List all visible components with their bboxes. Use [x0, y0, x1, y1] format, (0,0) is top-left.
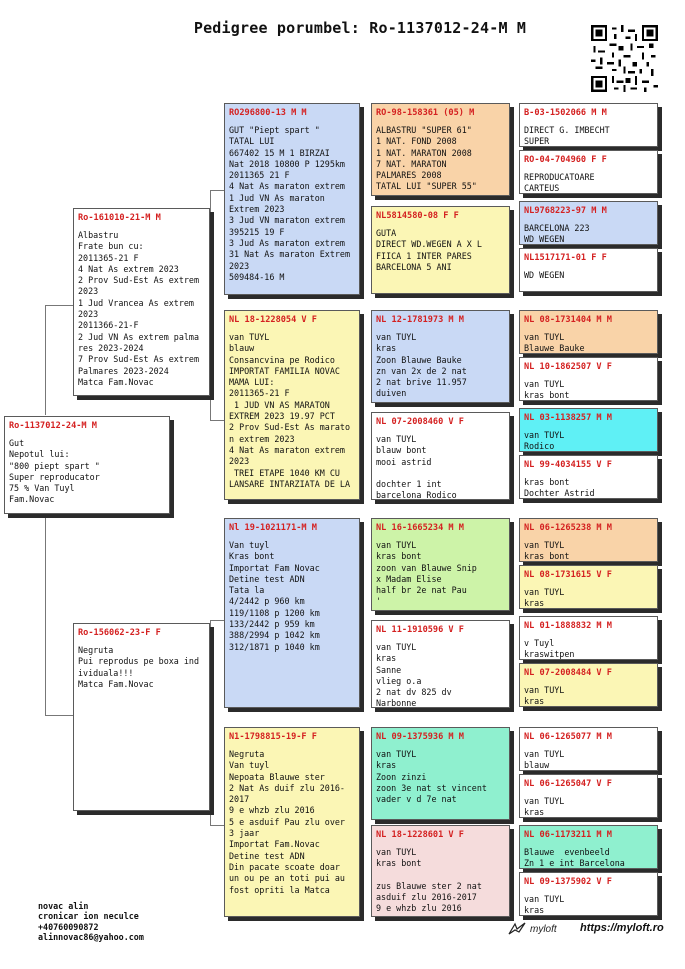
- info-line: van TUYL: [524, 332, 565, 342]
- pigeon-card-gen3-6[interactable]: [371, 620, 510, 708]
- info-line: 5 e asduif Pau zlu over 3 jaar: [229, 816, 351, 839]
- info-line: kras: [524, 598, 545, 609]
- info-line: 133/2442 p 959 km: [229, 619, 315, 630]
- info-line: van TUYL: [376, 434, 417, 444]
- ring-number: NL5814580-08 F F: [376, 211, 459, 221]
- ring-number: NL9768223-97 M M: [524, 206, 607, 216]
- info-line: 2 nat brive 11.957: [376, 377, 467, 388]
- info-line: van TUYL: [524, 430, 565, 440]
- info-line: kras bont: [376, 551, 422, 562]
- ring-number: RO-98-158361 (05) M: [376, 108, 475, 118]
- pigeon-card-gen4-1[interactable]: [519, 103, 658, 147]
- info-line: van TUYL: [524, 894, 565, 904]
- info-line: kraswitpen: [524, 649, 575, 660]
- info-line: 2 nat dv 825 dv: [376, 687, 452, 698]
- connector-line: [45, 715, 73, 716]
- info-line: 4 Nat As maraton extrem 2023: [229, 444, 351, 467]
- pigeon-card-gen4-16[interactable]: [519, 872, 658, 916]
- info-line: BARCELONA 5 ANI: [376, 261, 452, 272]
- info-line: dochter 1 int: [376, 478, 442, 489]
- info-line: v Tuyl: [524, 638, 555, 648]
- info-line: "800 piept spart ": [9, 460, 100, 471]
- info-line: vader v d 7e nat: [376, 794, 457, 805]
- pigeon-card-gen3-5[interactable]: [371, 518, 510, 611]
- info-line: FIICA 1 INTER PARES: [376, 250, 472, 261]
- pigeon-card-gen3-8[interactable]: [371, 825, 510, 917]
- logo-text: myloft: [530, 923, 557, 935]
- info-line: 119/1108 p 1200 km: [229, 607, 320, 618]
- info-line: 2011365-21 F: [229, 388, 290, 399]
- pigeon-card-gen4-3[interactable]: [519, 201, 658, 245]
- info-line: 2 Prov Sud-Est As extrem 2023: [78, 275, 205, 297]
- info-line: van TUYL: [524, 540, 565, 550]
- info-line: x Madam Elise: [376, 573, 442, 584]
- info-line: 2 Jud VN As extrem palma res 2023-2024: [78, 331, 205, 353]
- info-line: zoon van Blauwe Snip: [376, 562, 477, 573]
- info-line: GUTA: [376, 228, 397, 238]
- info-line: 509484-16 M: [229, 271, 285, 282]
- ring-number: Ro-161010-21-M M: [78, 213, 161, 223]
- info-line: kras: [376, 653, 397, 664]
- pigeon-card-gen4-13[interactable]: [519, 727, 658, 771]
- info-line: CARTEUS: [524, 183, 560, 194]
- info-line: DIRECT G. IMBECHT: [524, 125, 610, 135]
- info-line: IMPORTAT FAMILIA NOVAC: [229, 365, 340, 376]
- ring-number: Nl 19-1021171-M M: [229, 523, 317, 533]
- pigeon-card-gen4-6[interactable]: [519, 357, 658, 401]
- info-line: GUT "Piept spart ": [229, 125, 320, 135]
- info-line: Matca Fam.Novac: [78, 376, 154, 387]
- owner-contact: [38, 901, 144, 943]
- pigeon-card-gen2-4[interactable]: [224, 727, 360, 917]
- info-line: DIRECT WD.WEGEN A X L: [376, 239, 482, 250]
- ring-number: NL 09-1375902 V F: [524, 877, 612, 887]
- pigeon-card-gen4-7[interactable]: [519, 408, 658, 452]
- info-line: Nepotul lui:: [9, 449, 70, 460]
- owner-name: novac alin: [38, 901, 89, 911]
- info-line: 395215 19 F: [229, 226, 285, 237]
- info-line: 9 e whzb zlu 2016: [376, 903, 462, 914]
- pigeon-card-gen3-2[interactable]: [371, 206, 510, 294]
- info-line: 4 Nat As maraton extrem: [229, 181, 345, 192]
- owner-phone: +40760090872: [38, 921, 99, 932]
- info-line: BARCELONA 223: [524, 223, 590, 233]
- ring-number: NL 03-1138257 M M: [524, 413, 612, 423]
- owner-location: cronicar ion neculce: [38, 911, 139, 922]
- pigeon-card-gen2-1[interactable]: [224, 103, 360, 295]
- pigeon-card-dam[interactable]: [73, 623, 210, 811]
- info-line: 2 Prov Sud-Est As marato n extrem 2023: [229, 422, 356, 444]
- info-line: Gut: [9, 438, 25, 448]
- info-line: van TUYL: [524, 749, 565, 759]
- connector-line: [210, 620, 211, 825]
- info-line: Negruta: [229, 749, 265, 759]
- connector-line: [210, 620, 224, 621]
- info-line: Frate bun cu:: [78, 241, 144, 252]
- info-line: 388/2994 p 1042 km: [229, 630, 320, 641]
- connector-line: [210, 190, 211, 420]
- info-line: MAMA LUI:: [229, 377, 275, 388]
- info-line: 7 NAT. MARATON: [376, 158, 447, 169]
- pigeon-card-gen3-4[interactable]: [371, 412, 510, 500]
- ring-number: Ro-1137012-24-M M: [9, 421, 97, 431]
- info-line: van TUYL: [376, 847, 417, 857]
- info-line: TATAL LUI: [229, 136, 275, 147]
- pigeon-card-gen3-7[interactable]: [371, 727, 510, 820]
- ring-number: NL 06-1265077 M M: [524, 732, 612, 742]
- info-line: van TUYL: [376, 332, 417, 342]
- info-line: 1 NAT. MARATON 2008: [376, 147, 472, 158]
- pigeon-card-gen4-12[interactable]: [519, 663, 658, 707]
- info-line: van TUYL: [524, 587, 565, 597]
- info-line: kras bont: [524, 390, 570, 401]
- info-line: blauw bont: [376, 445, 427, 456]
- connector-line: [45, 305, 46, 415]
- info-line: Super reproducator: [9, 471, 100, 482]
- ring-number: NL 16-1665234 M M: [376, 523, 464, 533]
- info-line: Pui reprodus pe boxa ind ividuala!!!: [78, 656, 205, 678]
- info-line: Fam.Novac: [9, 494, 55, 505]
- info-line: Kras bont: [229, 551, 275, 562]
- ring-number: NL 07-2008460 V F: [376, 417, 464, 427]
- ring-number: NL1517171-01 F F: [524, 253, 607, 263]
- ring-number: NL 11-1910596 V F: [376, 625, 464, 635]
- pigeon-card-gen4-8[interactable]: [519, 455, 658, 499]
- info-line: TATAL LUI "SUPER 55": [376, 181, 477, 192]
- ring-number: N1-1798815-19-F F: [229, 732, 317, 742]
- info-line: 3 Jud As maraton extrem: [229, 237, 345, 248]
- pigeon-card-gen4-14[interactable]: [519, 774, 658, 818]
- info-line: [376, 468, 505, 479]
- info-line: WD WEGEN: [524, 270, 565, 280]
- info-line: van TUYL: [229, 332, 270, 342]
- ring-number: NL 18-1228054 V F: [229, 315, 317, 325]
- info-line: Van tuyl: [229, 540, 270, 550]
- page-title: Pedigree porumbel: Ro-1137012-24-M M: [193, 19, 527, 37]
- info-line: PALMARES 2008: [376, 170, 442, 181]
- pigeon-card-gen4-9[interactable]: [519, 518, 658, 562]
- info-line: WD WEGEN: [524, 234, 565, 245]
- info-line: TREI ETAPE 1040 KM CU LANSARE INTARZIATA DE LA: [229, 467, 351, 489]
- pigeon-card-gen2-3[interactable]: [224, 518, 360, 708]
- info-line: barcelona Rodico: [376, 490, 457, 500]
- ring-number: NL 01-1888832 M M: [524, 621, 612, 631]
- info-line: Matca Fam.Novac: [78, 678, 154, 689]
- info-line: kras: [376, 343, 397, 354]
- info-line: Zoon zinzi: [376, 771, 427, 782]
- info-line: van TUYL: [524, 796, 565, 806]
- info-line: 2 Nat As duif zlu 2016-2017: [229, 782, 345, 805]
- info-line: Detine test ADN: [229, 573, 305, 584]
- info-line: 2011365 21 F: [229, 170, 290, 181]
- ring-number: Ro-156062-23-F F: [78, 628, 161, 638]
- info-line: zoon 3e nat st vincent: [376, 782, 487, 793]
- connector-line: [210, 420, 224, 421]
- pigeon-card-gen4-15[interactable]: [519, 825, 658, 869]
- info-line: REPRODUCATOARE: [524, 172, 595, 182]
- info-line: Albastru: [78, 230, 119, 240]
- ring-number: NL 99-4034155 V F: [524, 460, 612, 470]
- pigeon-card-gen4-11[interactable]: [519, 616, 658, 660]
- info-line: kras bont: [376, 858, 422, 869]
- info-line: ': [376, 596, 382, 607]
- info-line: kras: [524, 696, 545, 707]
- info-line: blauw: [524, 760, 550, 771]
- info-line: Dochter Astrid: [524, 488, 595, 499]
- info-line: mooi astrid: [376, 456, 432, 467]
- pigeon-card-subject[interactable]: [4, 416, 170, 514]
- info-line: vlieg o.a: [376, 675, 422, 686]
- info-line: Nat 2018 10800 P 1295km: [229, 158, 345, 169]
- info-line: Narbonne: [376, 698, 417, 708]
- connector-line: [210, 825, 224, 826]
- info-line: 9 e whzb zlu 2016: [229, 805, 315, 816]
- info-line: Importat Fam.Novac: [229, 839, 320, 850]
- info-line: Tata la: [229, 585, 265, 596]
- info-line: 1 Jud Vrancea As extrem 2023: [78, 297, 200, 320]
- info-line: Importat Fam Novac: [229, 562, 320, 573]
- info-line: zn van 2x de 2 nat: [376, 365, 467, 376]
- info-line: 2011366-21-F: [78, 320, 139, 331]
- ring-number: NL 12-1781973 M M: [376, 315, 464, 325]
- ring-number: NL 08-1731615 V F: [524, 570, 612, 580]
- info-line: kras bont: [524, 477, 570, 487]
- info-line: van TUYL: [524, 685, 565, 695]
- info-line: van TUYL: [376, 540, 417, 550]
- info-line: duiven: [376, 388, 407, 399]
- info-line: 312/1871 p 1040 km: [229, 641, 320, 652]
- pigeon-card-gen2-2[interactable]: [224, 310, 360, 500]
- info-line: kras: [524, 905, 545, 916]
- info-line: zus Blauwe ster 2 nat: [376, 880, 482, 891]
- ring-number: NL 09-1375936 M M: [376, 732, 464, 742]
- info-line: Zoon Blauwe Bauke: [376, 354, 462, 365]
- pigeon-card-sire[interactable]: [73, 208, 210, 396]
- bird-logo-icon: [508, 922, 526, 936]
- pigeon-card-gen4-2[interactable]: [519, 150, 658, 194]
- pigeon-card-gen3-1[interactable]: [371, 103, 510, 196]
- ring-number: NL 06-1265238 M M: [524, 523, 612, 533]
- pigeon-card-gen4-4[interactable]: [519, 248, 658, 292]
- pigeon-card-gen4-10[interactable]: [519, 565, 658, 609]
- ring-number: NL 18-1228601 V F: [376, 830, 464, 840]
- ring-number: B-03-1502066 M M: [524, 108, 607, 118]
- info-line: half br 2e nat Pau: [376, 585, 467, 596]
- info-line: van TUYL: [524, 379, 565, 389]
- info-line: [376, 870, 505, 881]
- info-line: Zn 1 e int Barcelona: [524, 858, 625, 869]
- info-line: Blauwe evenbeeld: [524, 847, 610, 857]
- info-line: kras: [524, 807, 545, 818]
- info-line: 1 JUD VN AS MARATON EXTREM 2023 19.97 PCT: [229, 399, 335, 422]
- info-line: van TUYL: [376, 642, 417, 652]
- connector-line: [45, 305, 73, 306]
- info-line: Nepoata Blauwe ster: [229, 771, 325, 782]
- info-line: 1 NAT. FOND 2008: [376, 136, 457, 147]
- info-line: blauw: [229, 343, 255, 354]
- ring-number: RO-04-704960 F F: [524, 155, 607, 165]
- info-line: ALBASTRU "SUPER 61": [376, 125, 472, 135]
- info-line: Din pacate scoate doar un ou pe an toti pui au fost opriti la Matca: [229, 861, 351, 895]
- ring-number: NL 07-2008484 V F: [524, 668, 612, 678]
- connector-line: [210, 190, 224, 191]
- info-line: Negruta: [78, 645, 114, 655]
- info-line: 7 Prov Sud-Est As extrem Palmares 2023-2024: [78, 354, 205, 376]
- owner-email: alinnovac86@yahoo.com: [38, 932, 144, 943]
- info-line: kras bont: [524, 551, 570, 562]
- info-line: 4 Nat As extrem 2023: [78, 263, 179, 274]
- info-line: Sanne: [376, 664, 402, 675]
- info-line: 1 Jud VN As maraton Extrem 2023: [229, 192, 330, 215]
- website-link[interactable]: https://myloft.ro: [580, 922, 664, 934]
- qr-code-icon: [591, 25, 658, 92]
- ring-number: NL 06-1173211 M M: [524, 830, 612, 840]
- info-line: 667402 15 M 1 BIRZAI: [229, 147, 330, 158]
- info-line: 31 Nat As maraton Extrem 2023: [229, 249, 356, 271]
- ring-number: RO296800-13 M M: [229, 108, 307, 118]
- myloft-logo: [508, 922, 557, 936]
- info-line: 2011365-21 F: [78, 252, 139, 263]
- ring-number: NL 06-1265047 V F: [524, 779, 612, 789]
- ring-number: NL 10-1862507 V F: [524, 362, 612, 372]
- info-line: Rodico: [524, 441, 555, 452]
- info-line: Detine test ADN: [229, 850, 305, 861]
- info-line: 75 % Van Tuyl: [9, 483, 75, 494]
- ring-number: NL 08-1731404 M M: [524, 315, 612, 325]
- info-line: van TUYL: [376, 749, 417, 759]
- info-line: SUPER: [524, 136, 550, 147]
- connector-line: [45, 515, 46, 715]
- pigeon-card-gen4-5[interactable]: [519, 310, 658, 354]
- info-line: Blauwe Bauke: [524, 343, 585, 354]
- pigeon-card-gen3-3[interactable]: [371, 310, 510, 403]
- info-line: 4/2442 p 960 km: [229, 596, 305, 607]
- info-line: Consancvina pe Rodico: [229, 354, 335, 365]
- info-line: Van tuyl: [229, 760, 270, 771]
- info-line: kras: [376, 760, 397, 771]
- info-line: 3 Jud VN maraton extrem: [229, 215, 345, 226]
- info-line: asduif zlu 2016-2017: [376, 891, 477, 902]
